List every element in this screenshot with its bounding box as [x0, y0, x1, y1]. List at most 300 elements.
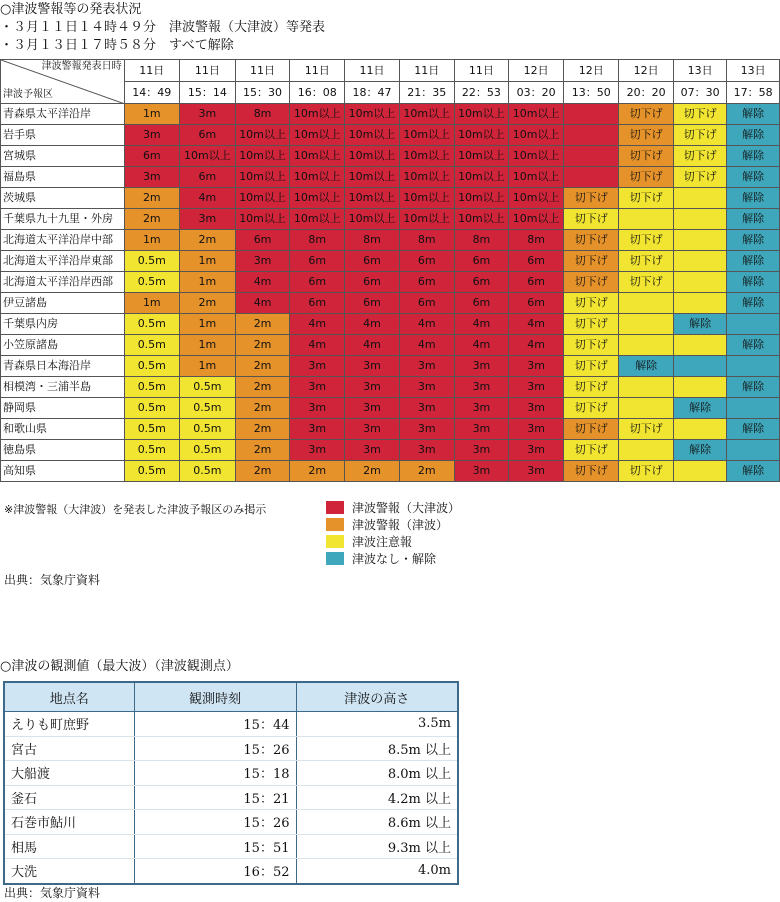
- warning-cell: [564, 146, 619, 167]
- warning-cell: 4m: [399, 335, 454, 356]
- obs-row: [4, 810, 458, 835]
- time-header: 14：49: [124, 82, 179, 104]
- warning-cell: 3m: [399, 398, 454, 419]
- wave-height: 4.0m: [296, 859, 458, 884]
- wave-height: 3.5m: [296, 712, 458, 737]
- warning-cell: [619, 293, 673, 314]
- wave-height: 8.0m 以上: [296, 761, 458, 786]
- warning-cell: [673, 251, 726, 272]
- date-header: 11日: [454, 60, 509, 82]
- warning-cell: 10m以上: [509, 167, 564, 188]
- warning-cell: 解除: [727, 335, 780, 356]
- warning-cell: 解除: [727, 125, 780, 146]
- time-header: 07：30: [673, 82, 726, 104]
- time-header: 16：08: [290, 82, 345, 104]
- warning-cell: 8m: [399, 230, 454, 251]
- warning-cell: 10m以上: [290, 167, 345, 188]
- area-name: 小笠原諸島: [1, 335, 125, 356]
- warning-cell: 3m: [399, 440, 454, 461]
- warning-cell: 切下げ: [619, 167, 673, 188]
- warning-cell: 8m: [235, 104, 290, 125]
- warning-cell: 3m: [290, 356, 345, 377]
- warning-cell: 6m: [509, 293, 564, 314]
- heading-observations: ○津波の観測値（最大波）（津波観測点）: [0, 659, 239, 674]
- legend-item: [326, 499, 460, 516]
- warning-cell: 10m以上: [454, 125, 509, 146]
- table-row: [1, 167, 780, 188]
- warning-cell: [673, 230, 726, 251]
- warning-cell: 切下げ: [564, 209, 619, 230]
- time-header: 17：58: [727, 82, 780, 104]
- warning-cell: 3m: [180, 209, 236, 230]
- table-corner: [1, 60, 125, 104]
- warning-cell: 10m以上: [290, 188, 345, 209]
- obs-column-header: 観測時刻: [134, 682, 296, 712]
- table-row: [1, 398, 780, 419]
- warning-cell: 1m: [124, 104, 179, 125]
- station-name: 石巻市鮎川: [4, 810, 134, 835]
- station-name: 大洗: [4, 859, 134, 884]
- warning-cell: 3m: [509, 356, 564, 377]
- warning-cell: 0.5m: [124, 272, 179, 293]
- source-1: 出典：気象庁資料: [4, 573, 101, 587]
- warning-cell: [673, 461, 726, 482]
- warning-cell: 10m以上: [454, 188, 509, 209]
- warning-cell: 解除: [727, 209, 780, 230]
- time-header: 15：14: [180, 82, 236, 104]
- warning-cell: 解除: [727, 104, 780, 125]
- warning-cell: 4m: [290, 335, 345, 356]
- warning-cell: 3m: [399, 356, 454, 377]
- warning-cell: 10m以上: [345, 104, 400, 125]
- warning-cell: [727, 314, 780, 335]
- table-row: [1, 209, 780, 230]
- warning-cell: 6m: [454, 293, 509, 314]
- warning-cell: 10m以上: [509, 209, 564, 230]
- area-name: 千葉県内房: [1, 314, 125, 335]
- warning-cell: 切下げ: [673, 125, 726, 146]
- warning-cell: 1m: [180, 251, 236, 272]
- warning-cell: 3m: [290, 398, 345, 419]
- source-2: 出典：気象庁資料: [4, 886, 101, 900]
- legend-label: 津波警報（大津波）: [352, 501, 461, 515]
- observed-time: 15：18: [134, 761, 296, 786]
- warning-cell: 4m: [454, 335, 509, 356]
- warning-cell: 1m: [124, 230, 179, 251]
- warning-cell: 6m: [235, 230, 290, 251]
- area-name: 北海道太平洋沿岸中部: [1, 230, 125, 251]
- area-name: 高知県: [1, 461, 125, 482]
- date-header: 12日: [619, 60, 673, 82]
- warning-cell: 2m: [235, 335, 290, 356]
- warning-cell: 4m: [290, 314, 345, 335]
- warning-cell: 3m: [509, 461, 564, 482]
- obs-row: [4, 834, 458, 859]
- warning-cell: 10m以上: [345, 167, 400, 188]
- warning-cell: 切下げ: [564, 377, 619, 398]
- warning-cell: 2m: [235, 398, 290, 419]
- warning-cell: 0.5m: [180, 398, 236, 419]
- warning-cell: [727, 398, 780, 419]
- date-header: 12日: [564, 60, 619, 82]
- warning-cell: 10m以上: [509, 125, 564, 146]
- obs-row: [4, 761, 458, 786]
- warning-cell: 0.5m: [124, 419, 179, 440]
- bullet-issued: ・３月１１日１４時４９分 津波警報（大津波）等発表: [0, 20, 326, 35]
- warning-cell: 10m以上: [290, 209, 345, 230]
- warning-cell: 切下げ: [619, 419, 673, 440]
- warning-cell: 3m: [454, 419, 509, 440]
- warning-cell: 0.5m: [180, 461, 236, 482]
- warning-cell: [619, 398, 673, 419]
- warning-cell: 2m: [124, 209, 179, 230]
- warning-cell: 6m: [345, 251, 400, 272]
- wave-height: 9.3m 以上: [296, 834, 458, 859]
- warning-cell: 6m: [345, 293, 400, 314]
- table-row: [1, 251, 780, 272]
- date-header: 13日: [673, 60, 726, 82]
- warning-cell: [619, 209, 673, 230]
- table-row: [1, 314, 780, 335]
- warning-cell: 10m以上: [290, 146, 345, 167]
- area-name: 相模湾・三浦半島: [1, 377, 125, 398]
- warning-cell: 3m: [399, 377, 454, 398]
- warning-cell: 4m: [235, 293, 290, 314]
- warning-cell: 4m: [454, 314, 509, 335]
- warning-cell: 3m: [180, 104, 236, 125]
- warning-cell: 10m以上: [454, 209, 509, 230]
- warning-cell: 切下げ: [619, 272, 673, 293]
- warning-cell: 10m以上: [345, 125, 400, 146]
- warning-cell: 10m以上: [399, 146, 454, 167]
- warning-cell: 1m: [180, 314, 236, 335]
- warning-cell: 0.5m: [124, 440, 179, 461]
- warning-cell: 3m: [345, 440, 400, 461]
- date-header: 11日: [124, 60, 179, 82]
- warning-cell: 切下げ: [619, 188, 673, 209]
- warning-cell: 3m: [509, 377, 564, 398]
- observed-time: 15：51: [134, 834, 296, 859]
- warning-cell: [619, 314, 673, 335]
- date-header: 11日: [399, 60, 454, 82]
- time-header: 18：47: [345, 82, 400, 104]
- date-header: 12日: [509, 60, 564, 82]
- obs-row: [4, 785, 458, 810]
- warning-cell: 10m以上: [235, 146, 290, 167]
- warning-cell: 10m以上: [454, 146, 509, 167]
- warning-cell: 6m: [509, 272, 564, 293]
- obs-row: [4, 859, 458, 884]
- warning-cell: [727, 356, 780, 377]
- table-row: [1, 230, 780, 251]
- observation-table: [3, 681, 459, 885]
- observed-time: 15：26: [134, 736, 296, 761]
- warning-cell: [673, 293, 726, 314]
- warning-cell: [673, 335, 726, 356]
- warning-cell: 10m以上: [399, 104, 454, 125]
- legend-label: 津波注意報: [352, 535, 413, 549]
- area-name: 静岡県: [1, 398, 125, 419]
- time-header: 20：20: [619, 82, 673, 104]
- warning-cell: [673, 377, 726, 398]
- warning-cell: 6m: [399, 272, 454, 293]
- warning-cell: 切下げ: [564, 419, 619, 440]
- area-name: 北海道太平洋沿岸東部: [1, 251, 125, 272]
- warning-cell: 2m: [290, 461, 345, 482]
- warning-cell: [673, 356, 726, 377]
- area-name: 茨城県: [1, 188, 125, 209]
- obs-column-header: 地点名: [4, 682, 134, 712]
- warning-cell: 10m以上: [235, 188, 290, 209]
- time-header: 21：35: [399, 82, 454, 104]
- warning-cell: 4m: [509, 335, 564, 356]
- warning-cell: 3m: [345, 398, 400, 419]
- area-name: 徳島県: [1, 440, 125, 461]
- time-header: 15：30: [235, 82, 290, 104]
- warning-cell: 0.5m: [124, 377, 179, 398]
- warning-cell: 10m以上: [399, 125, 454, 146]
- date-header: 11日: [235, 60, 290, 82]
- warning-cell: 0.5m: [124, 335, 179, 356]
- warning-cell: 解除: [727, 419, 780, 440]
- warning-cell: 2m: [235, 377, 290, 398]
- observed-time: 15：44: [134, 712, 296, 737]
- date-header: 11日: [180, 60, 236, 82]
- station-name: 相馬: [4, 834, 134, 859]
- warning-cell: 0.5m: [124, 314, 179, 335]
- warning-cell: 2m: [235, 461, 290, 482]
- warning-cell: 6m: [454, 272, 509, 293]
- table-row: [1, 356, 780, 377]
- warning-cell: 3m: [509, 419, 564, 440]
- warning-cell: 0.5m: [180, 419, 236, 440]
- date-header: 13日: [727, 60, 780, 82]
- time-header: 22：53: [454, 82, 509, 104]
- warning-cell: 1m: [124, 293, 179, 314]
- wave-height: 8.5m 以上: [296, 736, 458, 761]
- warning-cell: 3m: [509, 398, 564, 419]
- table-row: [1, 146, 780, 167]
- warning-cell: 2m: [180, 230, 236, 251]
- warning-cell: 3m: [509, 440, 564, 461]
- station-name: 大船渡: [4, 761, 134, 786]
- warning-cell: 0.5m: [180, 440, 236, 461]
- warning-cell: 切下げ: [619, 146, 673, 167]
- warning-cell: 10m以上: [509, 146, 564, 167]
- legend-item: [326, 516, 460, 533]
- bullet-cancelled: ・３月１３日１７時５８分 すべて解除: [0, 38, 234, 53]
- warning-cell: 1m: [180, 272, 236, 293]
- warning-cell: 6m: [509, 251, 564, 272]
- obs-row: [4, 736, 458, 761]
- warning-cell: 2m: [235, 356, 290, 377]
- warning-cell: 3m: [124, 167, 179, 188]
- warning-cell: [673, 419, 726, 440]
- warning-cell: 10m以上: [509, 104, 564, 125]
- warning-cell: 6m: [290, 272, 345, 293]
- station-name: 釜石: [4, 785, 134, 810]
- warning-cell: 10m以上: [235, 209, 290, 230]
- warning-cell: 10m以上: [399, 209, 454, 230]
- warning-cell: 8m: [290, 230, 345, 251]
- table-note: ※津波警報（大津波）を発表した津波予報区のみ掲示: [4, 503, 267, 516]
- warning-cell: 2m: [124, 188, 179, 209]
- warning-cell: 切下げ: [564, 398, 619, 419]
- warning-cell: 6m: [180, 125, 236, 146]
- legend: [326, 499, 460, 567]
- warning-cell: 0.5m: [124, 356, 179, 377]
- warning-cell: 2m: [399, 461, 454, 482]
- warning-cell: 2m: [235, 314, 290, 335]
- warning-cell: 0.5m: [124, 461, 179, 482]
- legend-swatch: [326, 518, 344, 531]
- date-header: 11日: [345, 60, 400, 82]
- warning-cell: 4m: [345, 335, 400, 356]
- warning-cell: 3m: [235, 251, 290, 272]
- warning-cell: 解除: [673, 440, 726, 461]
- legend-item: [326, 550, 460, 567]
- warning-cell: [673, 272, 726, 293]
- warning-cell: 8m: [509, 230, 564, 251]
- warning-cell: 切下げ: [564, 293, 619, 314]
- warning-cell: 切下げ: [564, 335, 619, 356]
- date-header: 11日: [290, 60, 345, 82]
- warning-cell: 解除: [673, 314, 726, 335]
- warning-cell: 切下げ: [619, 125, 673, 146]
- warning-cell: 4m: [180, 188, 236, 209]
- warning-cell: 3m: [454, 398, 509, 419]
- warning-cell: 解除: [727, 230, 780, 251]
- warning-cell: 4m: [509, 314, 564, 335]
- warning-cell: 3m: [454, 461, 509, 482]
- time-header: 13：50: [564, 82, 619, 104]
- legend-item: [326, 533, 460, 550]
- warning-cell: 3m: [290, 377, 345, 398]
- wave-height: 4.2m 以上: [296, 785, 458, 810]
- table-row: [1, 188, 780, 209]
- warning-cell: 6m: [124, 146, 179, 167]
- warning-cell: 10m以上: [345, 209, 400, 230]
- warning-cell: [564, 104, 619, 125]
- warning-cell: 0.5m: [180, 377, 236, 398]
- warning-cell: 6m: [345, 272, 400, 293]
- warning-cell: [727, 440, 780, 461]
- warning-cell: 4m: [345, 314, 400, 335]
- table-row: [1, 293, 780, 314]
- warning-cell: 解除: [727, 461, 780, 482]
- observed-time: 15：21: [134, 785, 296, 810]
- time-header: 03：20: [509, 82, 564, 104]
- observed-time: 15：26: [134, 810, 296, 835]
- warning-cell: 解除: [727, 293, 780, 314]
- warning-cell: 2m: [235, 440, 290, 461]
- warning-cell: 3m: [290, 419, 345, 440]
- warning-cell: 切下げ: [564, 461, 619, 482]
- table-row: [1, 272, 780, 293]
- warning-cell: 切下げ: [673, 146, 726, 167]
- warning-cell: 切下げ: [564, 440, 619, 461]
- warning-cell: 切下げ: [619, 461, 673, 482]
- warning-cell: 切下げ: [564, 230, 619, 251]
- warning-cell: 解除: [727, 272, 780, 293]
- warning-cell: 2m: [180, 293, 236, 314]
- area-name: 千葉県九十九里・外房: [1, 209, 125, 230]
- warning-cell: 3m: [454, 377, 509, 398]
- warning-cell: 6m: [399, 293, 454, 314]
- warning-cell: 6m: [290, 251, 345, 272]
- warning-cell: 3m: [345, 356, 400, 377]
- warning-cell: 10m以上: [235, 125, 290, 146]
- warning-cell: 解除: [727, 377, 780, 398]
- warning-cell: 10m以上: [345, 146, 400, 167]
- table-row: [1, 461, 780, 482]
- legend-label: 津波なし・解除: [352, 552, 437, 566]
- corner-label-issued: 津波警報発表日時: [41, 61, 122, 72]
- table-row: [1, 419, 780, 440]
- legend-swatch: [326, 552, 344, 565]
- warning-cell: 切下げ: [673, 167, 726, 188]
- warning-cell: 切下げ: [564, 272, 619, 293]
- warning-cell: 切下げ: [673, 104, 726, 125]
- warning-cell: 6m: [454, 251, 509, 272]
- warning-cell: [619, 335, 673, 356]
- warning-cell: 解除: [727, 251, 780, 272]
- warning-cell: 6m: [180, 167, 236, 188]
- observed-time: 16：52: [134, 859, 296, 884]
- warning-cell: 10m以上: [235, 167, 290, 188]
- warning-cell: 10m以上: [180, 146, 236, 167]
- warning-cell: 切下げ: [564, 356, 619, 377]
- warning-cell: 3m: [290, 440, 345, 461]
- warning-cell: 10m以上: [345, 188, 400, 209]
- table-row: [1, 125, 780, 146]
- warning-cell: [619, 377, 673, 398]
- area-name: 青森県日本海沿岸: [1, 356, 125, 377]
- warning-cell: 10m以上: [509, 188, 564, 209]
- table-row: [1, 335, 780, 356]
- warning-cell: 10m以上: [290, 104, 345, 125]
- warning-cell: 3m: [345, 419, 400, 440]
- warning-cell: 切下げ: [564, 251, 619, 272]
- warning-cell: 2m: [235, 419, 290, 440]
- warning-cell: [564, 167, 619, 188]
- obs-column-header: 津波の高さ: [296, 682, 458, 712]
- warning-cell: 切下げ: [619, 104, 673, 125]
- warning-cell: 2m: [345, 461, 400, 482]
- area-name: 岩手県: [1, 125, 125, 146]
- warning-cell: 10m以上: [290, 125, 345, 146]
- warning-cell: 切下げ: [619, 251, 673, 272]
- station-name: えりも町庶野: [4, 712, 134, 737]
- warning-cell: 3m: [454, 356, 509, 377]
- warning-cell: 解除: [619, 356, 673, 377]
- warning-cell: 3m: [124, 125, 179, 146]
- warning-cell: 8m: [345, 230, 400, 251]
- warning-cell: 10m以上: [454, 167, 509, 188]
- corner-label-area: 津波予報区: [3, 89, 53, 100]
- warning-cell: 3m: [454, 440, 509, 461]
- area-name: 和歌山県: [1, 419, 125, 440]
- warning-cell: 4m: [399, 314, 454, 335]
- warning-table: [0, 59, 780, 482]
- warning-cell: 解除: [727, 167, 780, 188]
- warning-cell: 3m: [345, 377, 400, 398]
- warning-cell: [673, 188, 726, 209]
- warning-cell: 切下げ: [619, 230, 673, 251]
- warning-cell: 4m: [235, 272, 290, 293]
- warning-cell: 0.5m: [124, 398, 179, 419]
- table-row: [1, 377, 780, 398]
